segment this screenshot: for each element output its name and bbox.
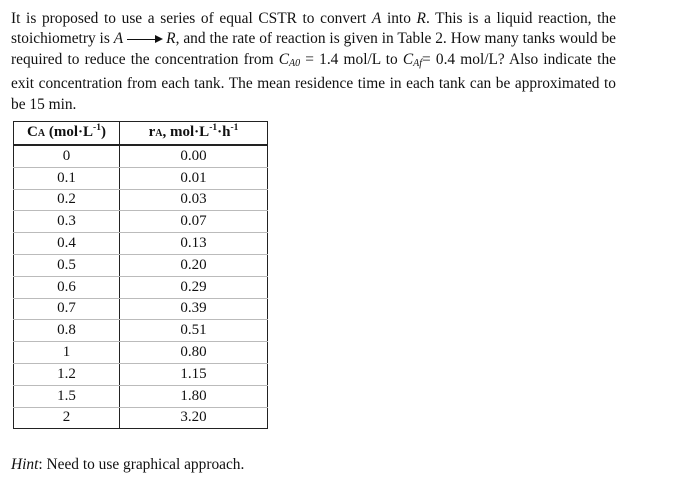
- header-rate: rA, $mol\cdot L^{-1}\cdot h^{-1}$: [120, 122, 268, 146]
- rate-cell: 0.00: [120, 145, 268, 167]
- problem-text-2: into: [386, 10, 411, 27]
- rate-data-table: [13, 121, 268, 429]
- rate-cell: 3.20: [120, 407, 268, 429]
- rate-cell: 1.80: [120, 385, 268, 407]
- hint-label: Hint: [11, 456, 39, 473]
- concentration-cell: 0.2: [14, 189, 120, 211]
- concentration-cell: 1.2: [14, 363, 120, 385]
- reaction-arrow-icon: [127, 35, 163, 45]
- species-r: R: [416, 10, 426, 27]
- concentration-cell: 1.5: [14, 385, 120, 407]
- concentration-cell: 0.5: [14, 254, 120, 276]
- concentration-cell: 0: [14, 145, 120, 167]
- concentration-cell: 0.6: [14, 276, 120, 298]
- table-row: [14, 363, 268, 385]
- rate-cell: 0.80: [120, 342, 268, 364]
- rate-cell: 1.15: [120, 363, 268, 385]
- concentration-cell: 2: [14, 407, 120, 429]
- problem-text-3: . This is a liquid reaction, the stoichiometry is: [11, 10, 616, 48]
- table-row: [14, 320, 268, 342]
- concentration-cell: 0.4: [14, 233, 120, 255]
- table-body: [14, 145, 268, 429]
- species-a: A: [371, 10, 382, 27]
- rate-cell: 0.07: [120, 211, 268, 233]
- table-row: [14, 254, 268, 276]
- c-a0-value: = 1.4 mol/L to: [305, 50, 398, 68]
- table-row: [14, 385, 268, 407]
- concentration-cell: 0.3: [14, 211, 120, 233]
- table-row: [14, 167, 268, 189]
- table-row: [14, 276, 268, 298]
- rate-cell: 0.03: [120, 189, 268, 211]
- table-header-row: [14, 122, 268, 146]
- table-row: [14, 211, 268, 233]
- c-af-value: = 0.4 mol/L? Also indicate the exit concentration from each tank. The mean residence time in each tank can be approximated to be 15 min.: [11, 50, 616, 113]
- problem-statement: [11, 9, 616, 115]
- table-row: [14, 298, 268, 320]
- reactant-a: A: [113, 30, 124, 48]
- product-r: R: [166, 30, 176, 48]
- problem-text-1: It is proposed to use a series of equal CSTR to convert: [11, 10, 367, 27]
- rate-cell: 0.13: [120, 233, 268, 255]
- c-a0-symbol: $C_{A0}$: [278, 50, 301, 69]
- table-row: [14, 189, 268, 211]
- concentration-cell: 0.7: [14, 298, 120, 320]
- rate-cell: 0.39: [120, 298, 268, 320]
- problem-text-4: , and the rate of reaction is given in Table 2. How many tanks would be required to reduce the concentration from: [11, 30, 617, 68]
- rate-cell: 0.20: [120, 254, 268, 276]
- concentration-cell: 1: [14, 342, 120, 364]
- table-row: [14, 233, 268, 255]
- table-row: [14, 342, 268, 364]
- rate-cell: 0.51: [120, 320, 268, 342]
- c-af-symbol: $C_{Af}$: [402, 50, 423, 69]
- header-concentration: CA $(mol\cdot L^{-1})$: [14, 122, 120, 146]
- table-row: [14, 145, 268, 167]
- hint-text: : Need to use graphical approach.: [38, 456, 245, 473]
- concentration-cell: 0.1: [14, 167, 120, 189]
- hint-line: [11, 456, 244, 474]
- rate-cell: 0.01: [120, 167, 268, 189]
- rate-cell: 0.29: [120, 276, 268, 298]
- concentration-cell: 0.8: [14, 320, 120, 342]
- table-row: [14, 407, 268, 429]
